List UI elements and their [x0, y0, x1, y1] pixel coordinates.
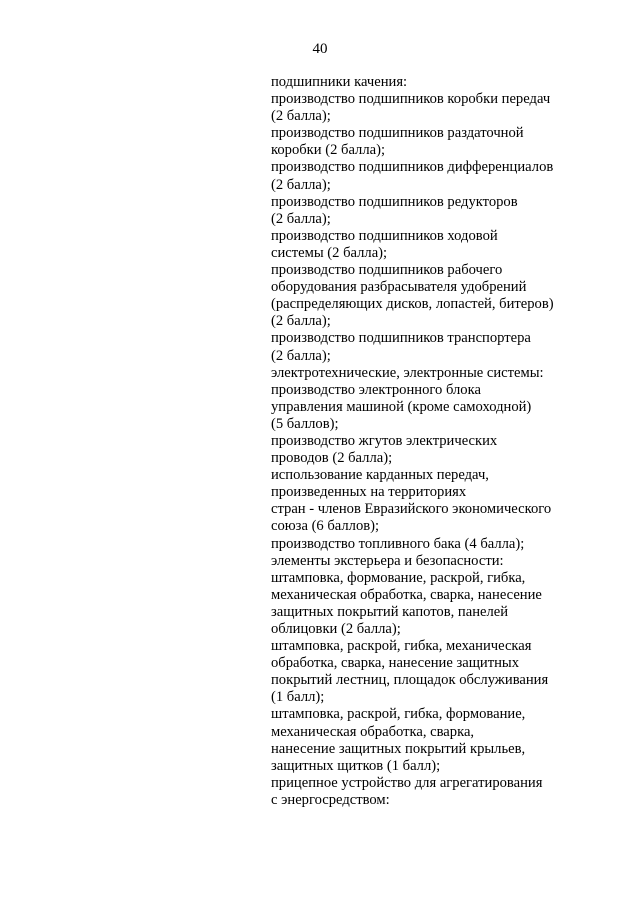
text-line: штамповка, раскрой, гибка, формование, — [271, 706, 526, 723]
text-line: производство электронного блока — [271, 381, 481, 398]
text-line: обработка, сварка, нанесение защитных — [271, 655, 520, 672]
text-line: механическая обработка, сварка, нанесение — [271, 586, 542, 603]
text-line: защитных покрытий капотов, панелей — [271, 603, 509, 620]
text-line: произведенных на территориях — [271, 484, 467, 501]
text-line: производство подшипников дифференциалов — [271, 159, 554, 176]
text-line: (распределяющих дисков, лопастей, битеров) — [271, 296, 554, 313]
text-line: коробки (2 балла); — [271, 142, 386, 159]
text-line: (1 балл); — [271, 689, 325, 706]
text-line: производство подшипников раздаточной — [271, 125, 524, 142]
text-line: управления машиной (кроме самоходной) — [271, 398, 532, 415]
text-line: механическая обработка, сварка, — [271, 723, 475, 740]
text-line: стран - членов Евразийского экономического — [271, 501, 552, 518]
text-line: производство подшипников рабочего — [271, 262, 503, 279]
text-line: использование карданных передач, — [271, 467, 489, 484]
text-line: производство топливного бака (4 балла); — [271, 535, 525, 552]
text-line: производство подшипников ходовой — [271, 227, 498, 244]
text-line: облицовки (2 балла); — [271, 621, 401, 637]
text-line: производство подшипников транспортера — [271, 330, 531, 347]
text-line: покрытий лестниц, площадок обслуживания — [271, 672, 549, 689]
text-line: (2 балла); — [271, 347, 331, 364]
text-line: с энергосредством: — [271, 791, 390, 808]
text-line: (2 балла); — [271, 313, 331, 330]
text-line: производство подшипников коробки передач — [271, 91, 551, 108]
text-line: (2 балла); — [271, 176, 331, 193]
text-line: прицепное устройство для агрегатирования — [271, 774, 543, 791]
text-line: проводов (2 балла); — [271, 450, 393, 467]
text-line: оборудования разбрасывателя удобрений — [271, 279, 527, 296]
text-line: элементы экстерьера и безопасности: — [271, 552, 504, 569]
text-line: производство подшипников редукторов — [271, 193, 518, 210]
text-line: штамповка, формование, раскрой, гибка, — [271, 569, 526, 586]
text-line: (5 баллов); — [271, 415, 339, 432]
page-number: 40 — [312, 41, 328, 57]
text-line: союза (6 баллов); — [271, 518, 380, 535]
text-line: нанесение защитных покрытий крыльев, — [271, 740, 526, 757]
text-line: защитных щитков (1 балл); — [271, 757, 441, 774]
text-line: штамповка, раскрой, гибка, механическая — [271, 638, 532, 655]
text-line: подшипники качения: — [271, 74, 408, 90]
document-body — [271, 74, 581, 809]
text-line: производство жгутов электрических — [271, 432, 498, 449]
text-line: (2 балла); — [271, 108, 331, 125]
text-line: электротехнические, электронные системы: — [271, 364, 544, 381]
text-line: системы (2 балла); — [271, 244, 388, 261]
text-line: (2 балла); — [271, 210, 331, 227]
